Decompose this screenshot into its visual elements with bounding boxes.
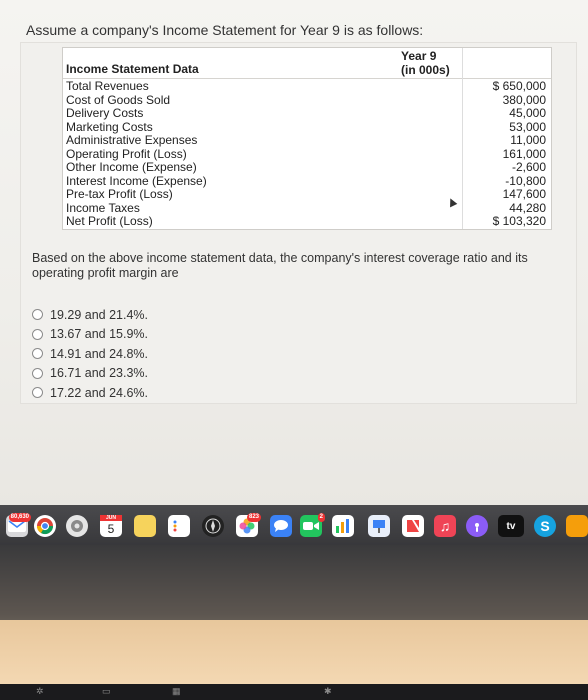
mail-icon[interactable]: [6, 515, 28, 537]
row-label: Delivery Costs: [66, 106, 144, 120]
value-column-header: [401, 49, 461, 77]
row-value: 161,000: [502, 146, 546, 161]
keyboard-row: [0, 684, 588, 700]
row-value: 53,000: [509, 119, 546, 134]
answer-option[interactable]: [32, 325, 148, 345]
row-label: Administrative Expenses: [66, 133, 198, 147]
row-label: Pre-tax Profit (Loss): [66, 187, 173, 201]
row-label: Cost of Goods Sold: [66, 92, 171, 107]
mail-badge: 80,630: [10, 514, 29, 520]
music-icon[interactable]: ♫: [434, 515, 456, 537]
table-row: [63, 133, 551, 147]
table-row: [63, 214, 551, 228]
table-row: [63, 201, 551, 215]
income-statement-table: [62, 47, 552, 230]
answer-option[interactable]: [32, 344, 148, 364]
tv-label: tv: [506, 520, 516, 532]
podcasts-icon[interactable]: [466, 515, 488, 537]
keyboard-brightness-key-icon: ✱: [324, 686, 332, 696]
row-label: Other Income (Expense): [66, 160, 197, 174]
chrome-icon[interactable]: [34, 515, 56, 537]
row-value: 44,280: [509, 200, 546, 215]
settings-icon[interactable]: [66, 515, 88, 537]
radio-button[interactable]: [32, 387, 43, 398]
keynote-icon[interactable]: [368, 515, 390, 537]
answer-option[interactable]: [32, 305, 148, 325]
option-label: 13.67 and 15.9%.: [50, 327, 148, 342]
row-label: Marketing Costs: [66, 119, 153, 134]
mac-dock: [0, 505, 588, 545]
table-row: [63, 79, 551, 93]
photos-icon[interactable]: [236, 515, 258, 537]
calendar-icon[interactable]: [100, 515, 122, 537]
reminders-icon[interactable]: [168, 515, 190, 537]
brightness-key-icon: ✲: [36, 686, 44, 696]
table-row: [63, 187, 551, 201]
launchpad-key-icon: ▦: [172, 686, 181, 696]
row-label: Net Profit (Loss): [66, 214, 153, 228]
radio-button[interactable]: [32, 348, 43, 359]
apple-tv-icon[interactable]: [498, 515, 524, 537]
label-column-header: Income Statement Data: [66, 62, 199, 76]
row-value: 11,000: [510, 133, 546, 147]
option-label: 17.22 and 24.6%.: [50, 385, 148, 400]
row-value: 380,000: [502, 92, 546, 107]
photos-badge: 823: [248, 514, 259, 520]
answer-options: [32, 305, 148, 403]
mission-control-key-icon: ▭: [102, 686, 111, 696]
notes-icon[interactable]: [134, 515, 156, 537]
table-header: [63, 48, 551, 79]
radio-button[interactable]: [32, 309, 43, 320]
row-value: 147,600: [502, 187, 546, 201]
row-value: -2,600: [511, 160, 546, 174]
row-label: Interest Income (Expense): [66, 173, 207, 188]
facetime-icon[interactable]: [300, 515, 322, 537]
calendar-day: 5: [107, 522, 115, 536]
table-row: [63, 106, 551, 120]
books-icon[interactable]: [566, 515, 588, 537]
radio-button[interactable]: [32, 368, 43, 379]
row-value: -10,800: [505, 173, 546, 188]
option-label: 16.71 and 23.3%.: [50, 366, 148, 381]
option-label: 19.29 and 21.4%.: [50, 307, 148, 322]
numbers-icon[interactable]: [332, 515, 354, 537]
question-prompt: Based on the above income statement data, the company's interest coverage ratio and its operating profit margin are: [32, 251, 528, 280]
calendar-month: JUN: [100, 515, 122, 521]
row-value: $ 103,320: [492, 214, 546, 228]
row-value: 45,000: [509, 106, 546, 120]
compass-icon[interactable]: [202, 515, 224, 537]
news-icon[interactable]: [402, 515, 424, 537]
row-label: Income Taxes: [66, 200, 140, 215]
table-row: [63, 174, 551, 188]
year-header: Year 9: [401, 49, 437, 63]
option-label: 14.91 and 24.8%.: [50, 346, 148, 361]
table-row: [63, 120, 551, 134]
table-row: [63, 93, 551, 107]
row-label: Operating Profit (Loss): [66, 146, 187, 161]
skype-icon[interactable]: S: [534, 515, 556, 537]
radio-button[interactable]: [32, 329, 43, 340]
question-title: Assume a company's Income Statement for Year 9 is as follows:: [26, 22, 424, 38]
row-label: Total Revenues: [66, 79, 149, 93]
answer-option[interactable]: [32, 364, 148, 384]
row-value: $ 650,000: [492, 79, 546, 93]
table-row: [63, 160, 551, 174]
messages-icon[interactable]: [270, 515, 292, 537]
unit-header: (in 000s): [401, 63, 450, 77]
facetime-badge: 2: [319, 514, 323, 520]
answer-option[interactable]: [32, 383, 148, 403]
table-row: [63, 147, 551, 161]
